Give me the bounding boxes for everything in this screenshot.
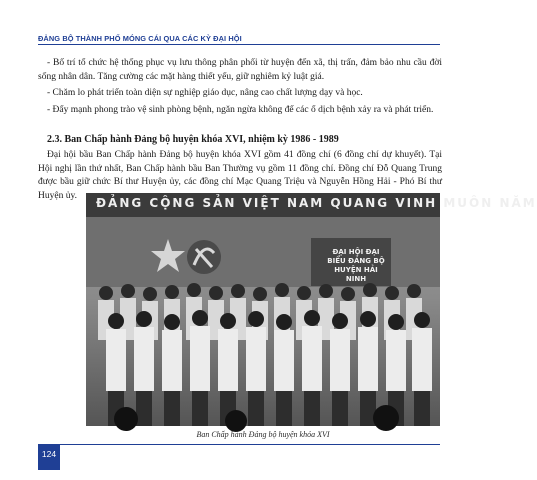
paragraph: Đại hội bầu Ban Chấp hành Đảng bộ huyện khóa XVI gồm 41 đồng chí (6 đồng chí dự khuyết). Tại Hội nghị lần thứ nhất, Ban Chấp hành bầu Ban Thường vụ gồm 11 đồng chí. Đồng chí Đỗ Quang Trung được bầu giữ chức Bí thư Huyện ủy, các đồng chí Mạc Quang Triệu và Nguyễn Hồng Hải - Phó Bí thư Huyện ủy. xyxy=(38,150,442,201)
group-photo xyxy=(86,193,537,426)
photo-sign-text: ĐẠI HỘI ĐẠI BIỂU ĐẢNG BỘ HUYỆN HẢI NINH xyxy=(327,248,385,283)
header-rule xyxy=(38,44,440,45)
page-number: 124 xyxy=(41,449,57,459)
photo-caption: Ban Chấp hành Đảng bộ huyện khóa XVI xyxy=(196,430,330,439)
paragraph: - Bố trí tổ chức hệ thống phục vụ lưu thông phân phối từ huyện đến xã, thị trấn, đảm bảo nhu cầu đời sống nhân dân. Tăng cường các mặt hàng thiết yếu, giữ nghiêm kỷ luật giá. xyxy=(38,58,442,82)
running-header: ĐẢNG BỘ THÀNH PHỐ MÓNG CÁI QUA CÁC KỲ ĐẠI HỘI xyxy=(38,34,242,43)
section-heading: 2.3. Ban Chấp hành Đảng bộ huyện khóa XVI, nhiệm kỳ 1986 - 1989 xyxy=(47,134,339,145)
photo-illustration xyxy=(86,193,537,426)
paragraph: - Chăm lo phát triển toàn diện sự nghiệp giáo dục, nâng cao chất lượng dạy và học. xyxy=(47,88,363,98)
footer-rule xyxy=(38,444,440,445)
paragraph: - Đẩy mạnh phong trào vệ sinh phòng bệnh, ngăn ngừa không để các ổ dịch bệnh xảy ra và phát triển. xyxy=(47,105,434,115)
photo-banner-text: ĐẢNG CỘNG SẢN VIỆT NAM QUANG VINH MUÔN NĂM xyxy=(96,196,537,210)
